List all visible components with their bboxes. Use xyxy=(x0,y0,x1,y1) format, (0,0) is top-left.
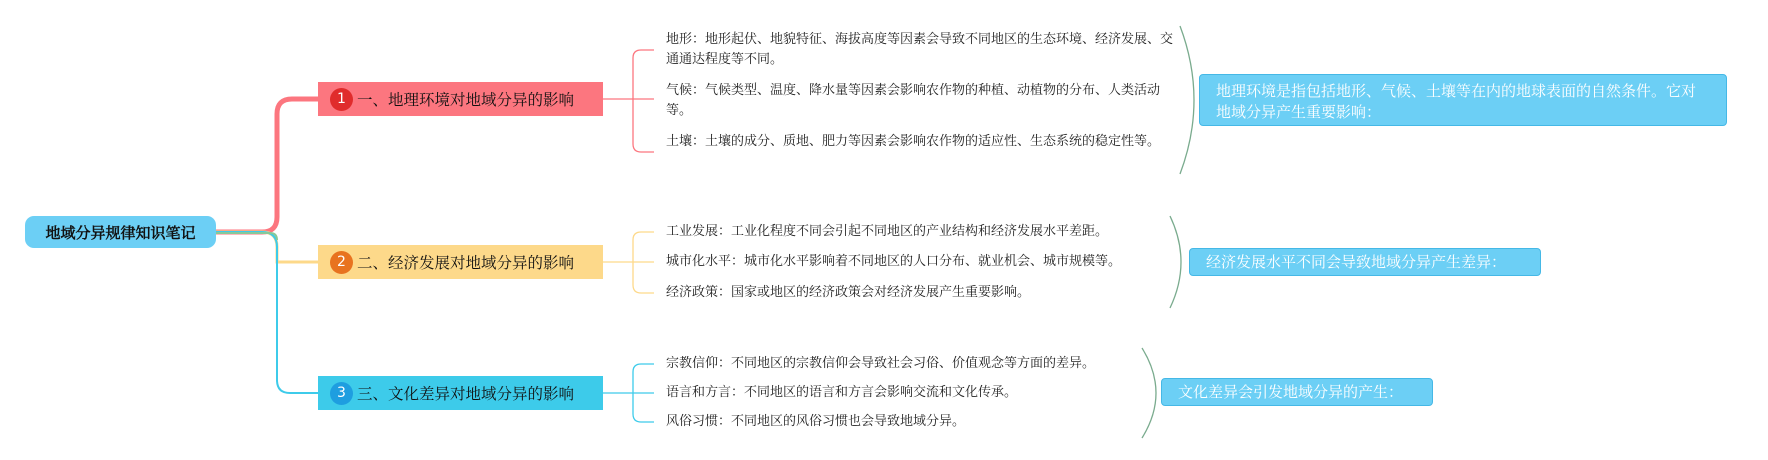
leaf-topic-3-3[interactable]: 风俗习惯：不同地区的风俗习惯也会导致地域分异。 xyxy=(666,414,966,429)
branch-title-2: 二、经济发展对地域分异的影响 xyxy=(357,254,575,272)
summary-brace-1 xyxy=(1180,26,1194,174)
branch-topic-3[interactable] xyxy=(318,376,603,410)
leaf-topic-1-3[interactable]: 土壤：土壤的成分、质地、肥力等因素会影响农作物的适应性、生态系统的稳定性等。 xyxy=(666,134,1161,149)
links-branch2 xyxy=(603,232,654,293)
leaf-topic-3-2[interactable]: 语言和方言：不同地区的语言和方言会影响交流和文化传承。 xyxy=(666,385,1018,400)
link-root-branch3 xyxy=(216,232,318,393)
summary-note-1[interactable]: 地理环境是指包括地形、气候、土壤等在内的地球表面的自然条件。它对地域分异产生重要影响： xyxy=(1199,74,1727,126)
link-root-branch1 xyxy=(216,99,318,232)
leaf-topic-1-1[interactable]: 地形：地形起伏、地貌特征、海拔高度等因素会导致不同地区的生态环境、经济发展、交通通达程度等不同。 xyxy=(666,32,1174,67)
root-topic[interactable]: 地域分异规律知识笔记 xyxy=(25,216,216,248)
branch-topic-2[interactable] xyxy=(318,245,603,279)
leaf-topic-1-2[interactable]: 气候：气候类型、温度、降水量等因素会影响农作物的种植、动植物的分布、人类活动等。 xyxy=(666,83,1161,118)
links-branch1 xyxy=(603,50,654,152)
branch-topic-1[interactable] xyxy=(318,82,603,116)
branch-title-1: 一、地理环境对地域分异的影响 xyxy=(357,91,575,109)
branch-title-3: 三、文化差异对地域分异的影响 xyxy=(357,385,575,403)
leaf-topic-2-1[interactable]: 工业发展：工业化程度不同会引起不同地区的产业结构和经济发展水平差距。 xyxy=(666,224,1109,239)
number-badge-2: 2 xyxy=(330,251,353,274)
number-badge-1: 1 xyxy=(330,88,353,111)
leaf-topic-3-1[interactable]: 宗教信仰：不同地区的宗教信仰会导致社会习俗、价值观念等方面的差异。 xyxy=(666,356,1096,371)
link-root-branch2 xyxy=(216,232,318,262)
leaf-topic-2-2[interactable]: 城市化水平：城市化水平影响着不同地区的人口分布、就业机会、城市规模等。 xyxy=(666,254,1122,269)
summary-note-3[interactable]: 文化差异会引发地域分异的产生： xyxy=(1161,378,1433,406)
leaf-topic-2-3[interactable]: 经济政策：国家或地区的经济政策会对经济发展产生重要影响。 xyxy=(666,285,1031,300)
links-branch3 xyxy=(603,364,654,422)
summary-note-2[interactable]: 经济发展水平不同会导致地域分异产生差异： xyxy=(1189,248,1541,276)
number-badge-3: 3 xyxy=(330,382,353,405)
